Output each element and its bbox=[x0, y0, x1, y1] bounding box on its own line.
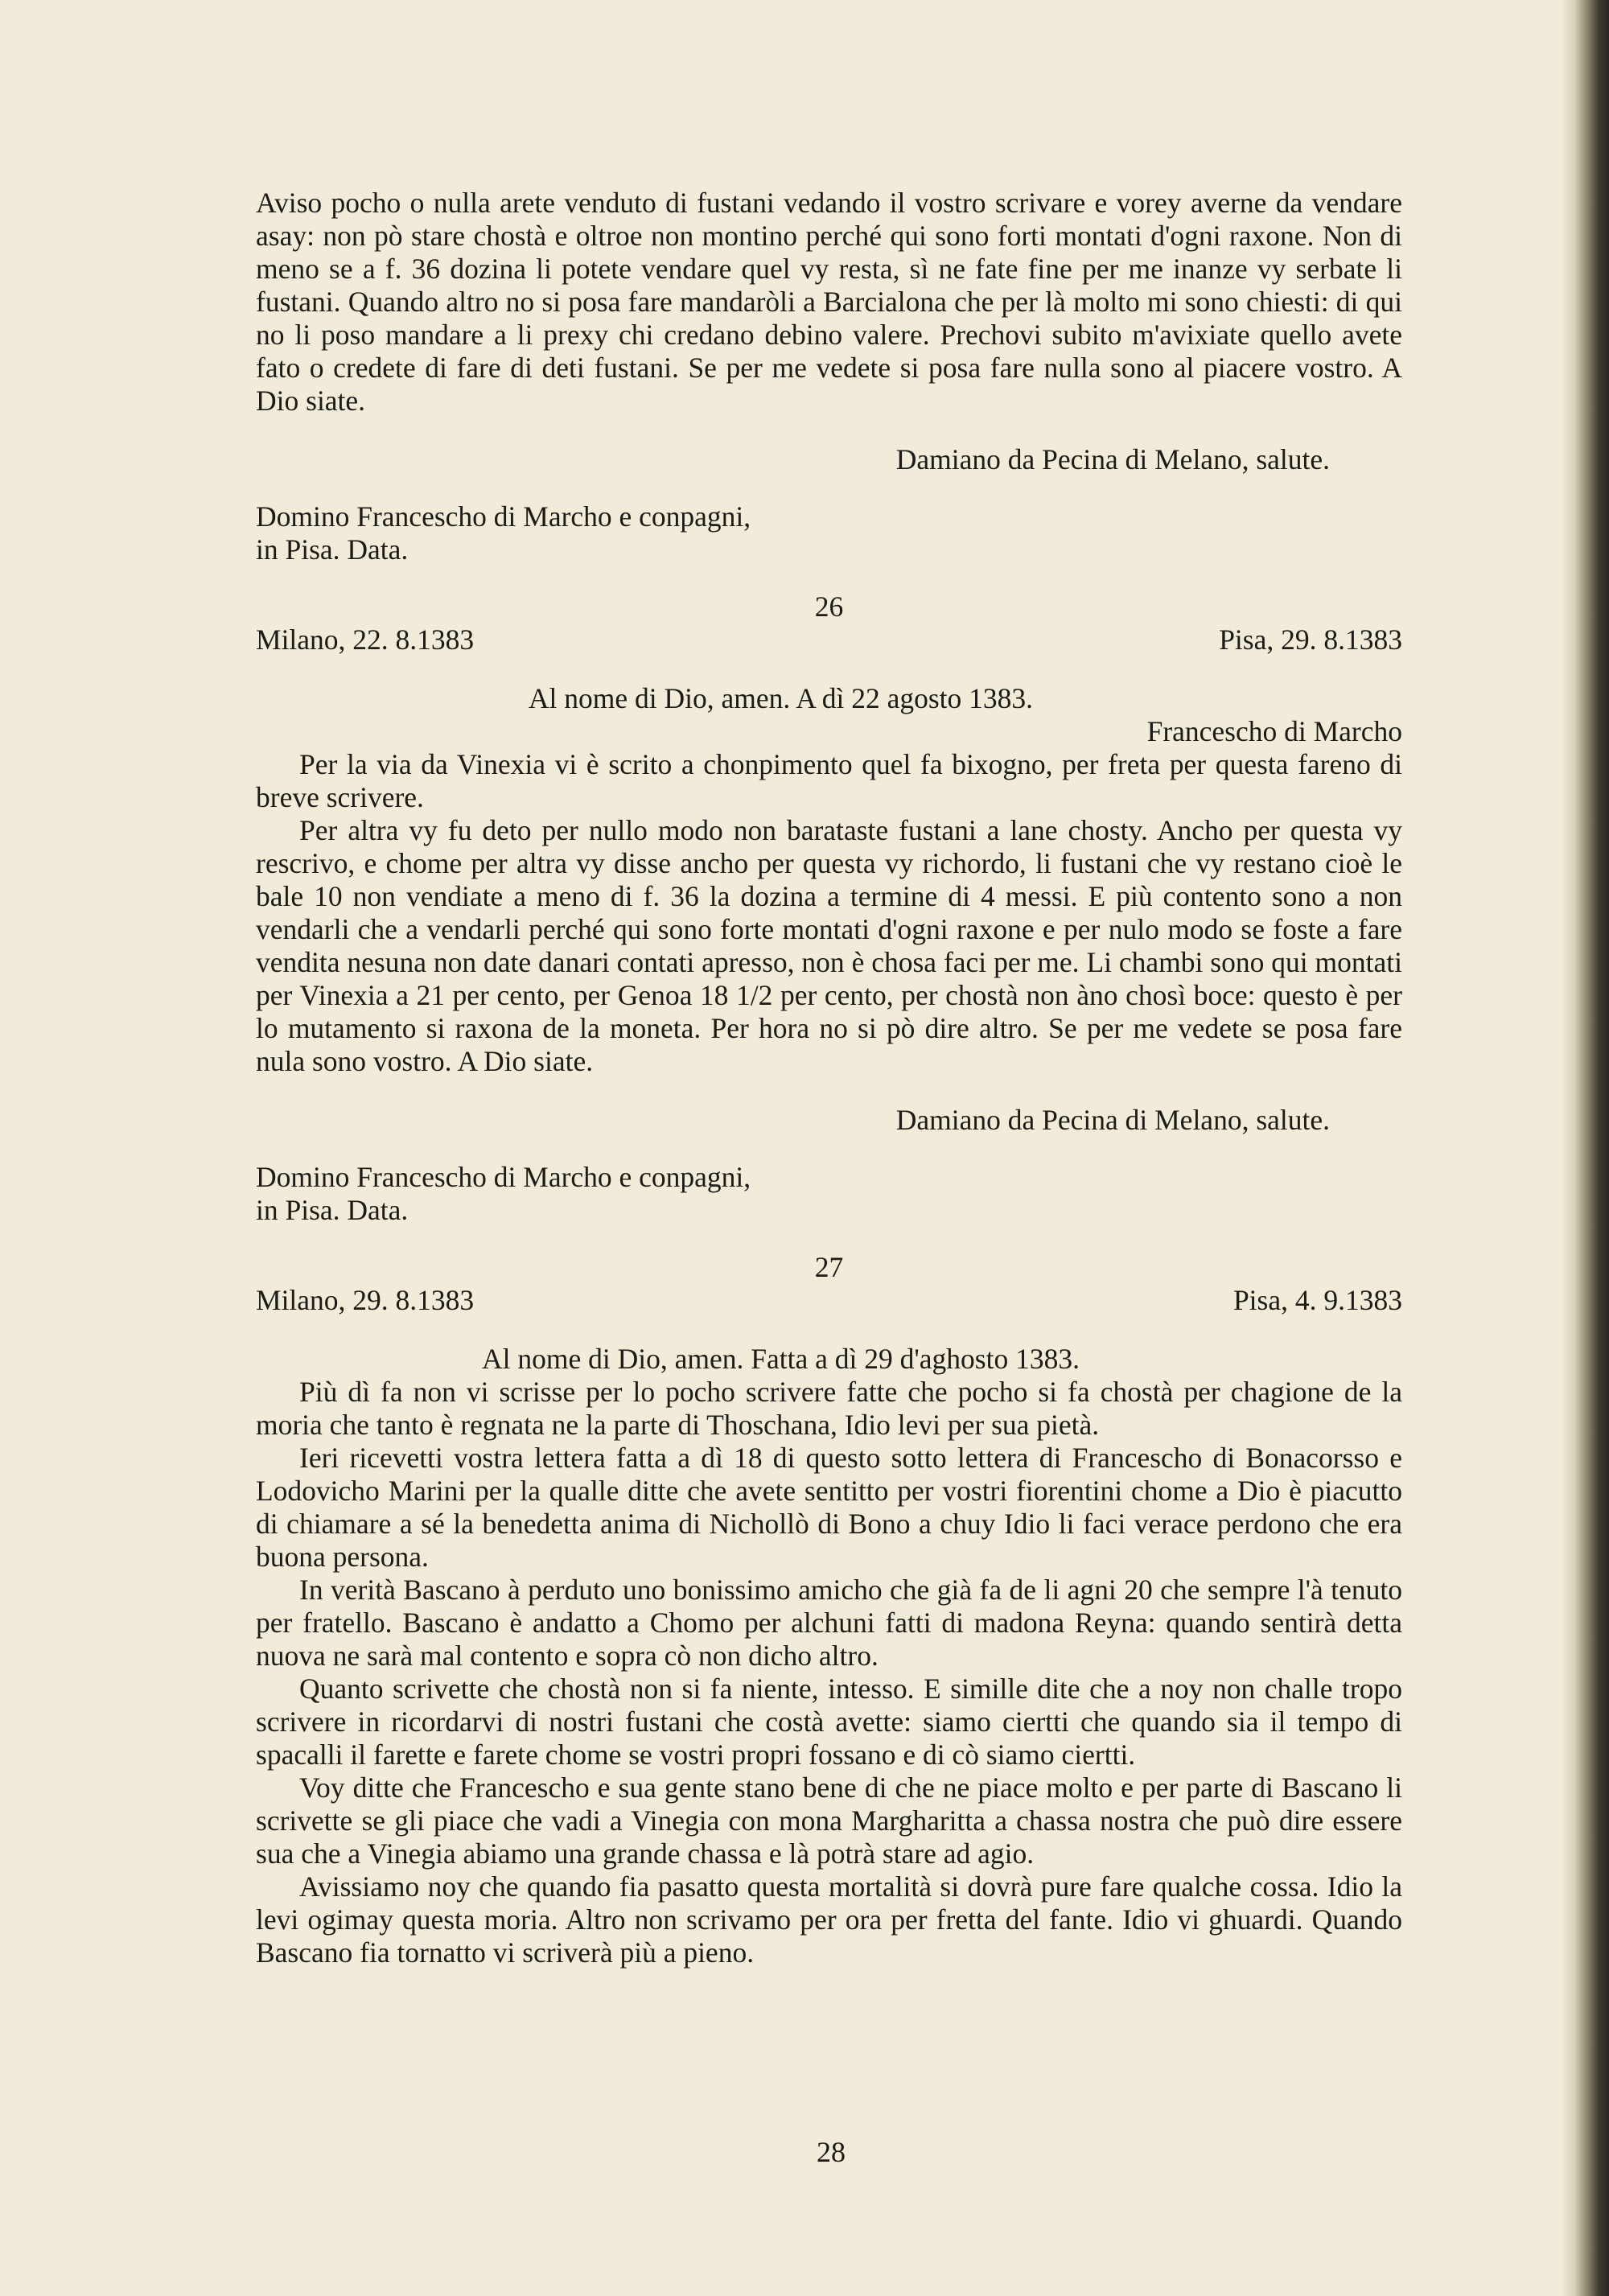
address-line: Domino Francescho di Marcho e conpagni, bbox=[256, 500, 751, 533]
page-fold-shadow bbox=[1561, 0, 1575, 2296]
letter-25-signature: Damiano da Pecina di Melano, salute. bbox=[895, 443, 1330, 475]
address-line: in Pisa. Data. bbox=[256, 1194, 409, 1226]
page-number: 28 bbox=[817, 2136, 846, 2168]
letter-25-address bbox=[256, 500, 1402, 566]
date-to: Pisa, 29. 8.1383 bbox=[1219, 623, 1402, 656]
letter-27-paragraph: Ieri ricevetti vostra lettera fatta a dì 18 di questo sotto lettera di Francescho di Bonacorsso e Lodovicho Marini per la qualle ditte che avete sentitto per vostri fiorentini chome a Dio è piacutto di chiamare a sé la benedetta anima di Nichollò di Bono a chuy Idio li faci verace perdono che era buona persona. bbox=[256, 1442, 1402, 1573]
letter-26-number: 26 bbox=[814, 590, 844, 623]
letter-27-paragraph: Avissiamo noy che quando fia pasatto questa mortalità si dovrà pure fare qualche cossa. Idio la levi ogimay questa moria. Altro non scrivamo per ora per fretta del fante. Idio vi ghuardi. Quando Bascano fia tornatto vi scriverà più a pieno. bbox=[256, 1870, 1402, 1969]
letter-26-recipient: Francescho di Marcho bbox=[1146, 715, 1402, 747]
letter-26-address bbox=[256, 1161, 1402, 1227]
address-line: in Pisa. Data. bbox=[256, 533, 409, 566]
letter-27-paragraph: Voy ditte che Francescho e sua gente stano bene di che ne piace molto e per parte di Bascano li scrivette se gli piace che vadi a Vinegia con mona Margharitta a chassa nostra che può dire essere sua che a Vinegia abiamo una grande chassa e là potrà stare ad agio. bbox=[256, 1771, 1402, 1870]
book-gutter bbox=[1575, 0, 1609, 2296]
date-from: Milano, 22. 8.1383 bbox=[256, 623, 475, 656]
letter-26-paragraph: Per la via da Vinexia vi è scrito a chonpimento quel fa bixogno, per freta per questa fareno di breve scrivere. bbox=[256, 748, 1402, 813]
letter-26-opening: Al nome di Dio, amen. A dì 22 agosto 1383. bbox=[528, 682, 1034, 714]
letter-26-signature: Damiano da Pecina di Melano, salute. bbox=[895, 1104, 1330, 1136]
date-from: Milano, 29. 8.1383 bbox=[256, 1284, 475, 1316]
letter-26-paragraph: Per altra vy fu deto per nullo modo non barataste fustani a lane chosty. Ancho per questa vy rescrivo, e chome per altra vy disse ancho per questa vy richordo, li fustani che vy restano cioè le bale 10 non vendiate a meno di f. 36 la dozina a termine di 4 messi. E più contento sono a non vendarli che a vendarli perché qui sono forte montati d'ogni raxone e per nulo modo se foste a fare vendita nesuna non date danari contati apresso, non è chosa faci per me. Li chambi sono qui montati per Vinexia a 21 per cento, per Genoa 18 1/2 per cento, per chostà non àno chosì boce: questo è per lo mutamento si raxona de la moneta. Per hora no si pò dire altro. Se per me vedete se posa fare nula sono vostro. A Dio siate. bbox=[256, 814, 1402, 1077]
address-line: Domino Francescho di Marcho e conpagni, bbox=[256, 1161, 751, 1193]
letter-27-paragraph: Più dì fa non vi scrisse per lo pocho scrivere fatte che pocho si fa chostà per chagione de la moria che tanto è regnata ne la parte di Thoschana, Idio levi per sua pietà. bbox=[256, 1376, 1402, 1441]
letter-26-dates bbox=[256, 623, 1402, 656]
letter-27-dates bbox=[256, 1284, 1402, 1317]
letter-25-body: Aviso pocho o nulla arete venduto di fustani vedando il vostro scrivare e vorey averne da vendare asay: non pò stare chostà e oltroe non montino perché qui sono forti montati d'ogni raxone. Non di meno se a f. 36 dozina li potete vendare quel vy resta, sì ne fate fine per me inanze vy serbate li fustani. Quando altro no si posa fare mandaròli a Barcialona che per là molto mi sono chiesti: di qui no li poso mandare a li prexy chi credano debino valere. Prechovi subito m'avixiate quello avete fato o credete di fare di deti fustani. Se per me vedete si posa fare nulla sono al piacere vostro. A Dio siate. bbox=[256, 187, 1402, 417]
letter-27-opening: Al nome di Dio, amen. Fatta a dì 29 d'aghosto 1383. bbox=[482, 1343, 1080, 1375]
page-text bbox=[256, 187, 1402, 1969]
letter-27-paragraph: Quanto scrivette che chostà non si fa niente, intesso. E simille dite che a noy non challe tropo scrivere in ricordarvi di nostri fustani che costà avette: siamo ciertti che quando sia il tempo di spacalli il farette e farete chome se vostri propri fossano e di cò siamo ciertti. bbox=[256, 1673, 1402, 1771]
date-to: Pisa, 4. 9.1383 bbox=[1232, 1284, 1402, 1316]
letter-27-paragraph: In verità Bascano à perduto uno bonissimo amicho che già fa de li agni 20 che sempre l'à tenuto per fratello. Bascano è andatto a Chomo per alchuni fatti di madona Reyna: quando sentirà detta nuova ne sarà mal contento e sopra cò non dicho altro. bbox=[256, 1574, 1402, 1672]
letter-27-number: 27 bbox=[814, 1251, 844, 1283]
